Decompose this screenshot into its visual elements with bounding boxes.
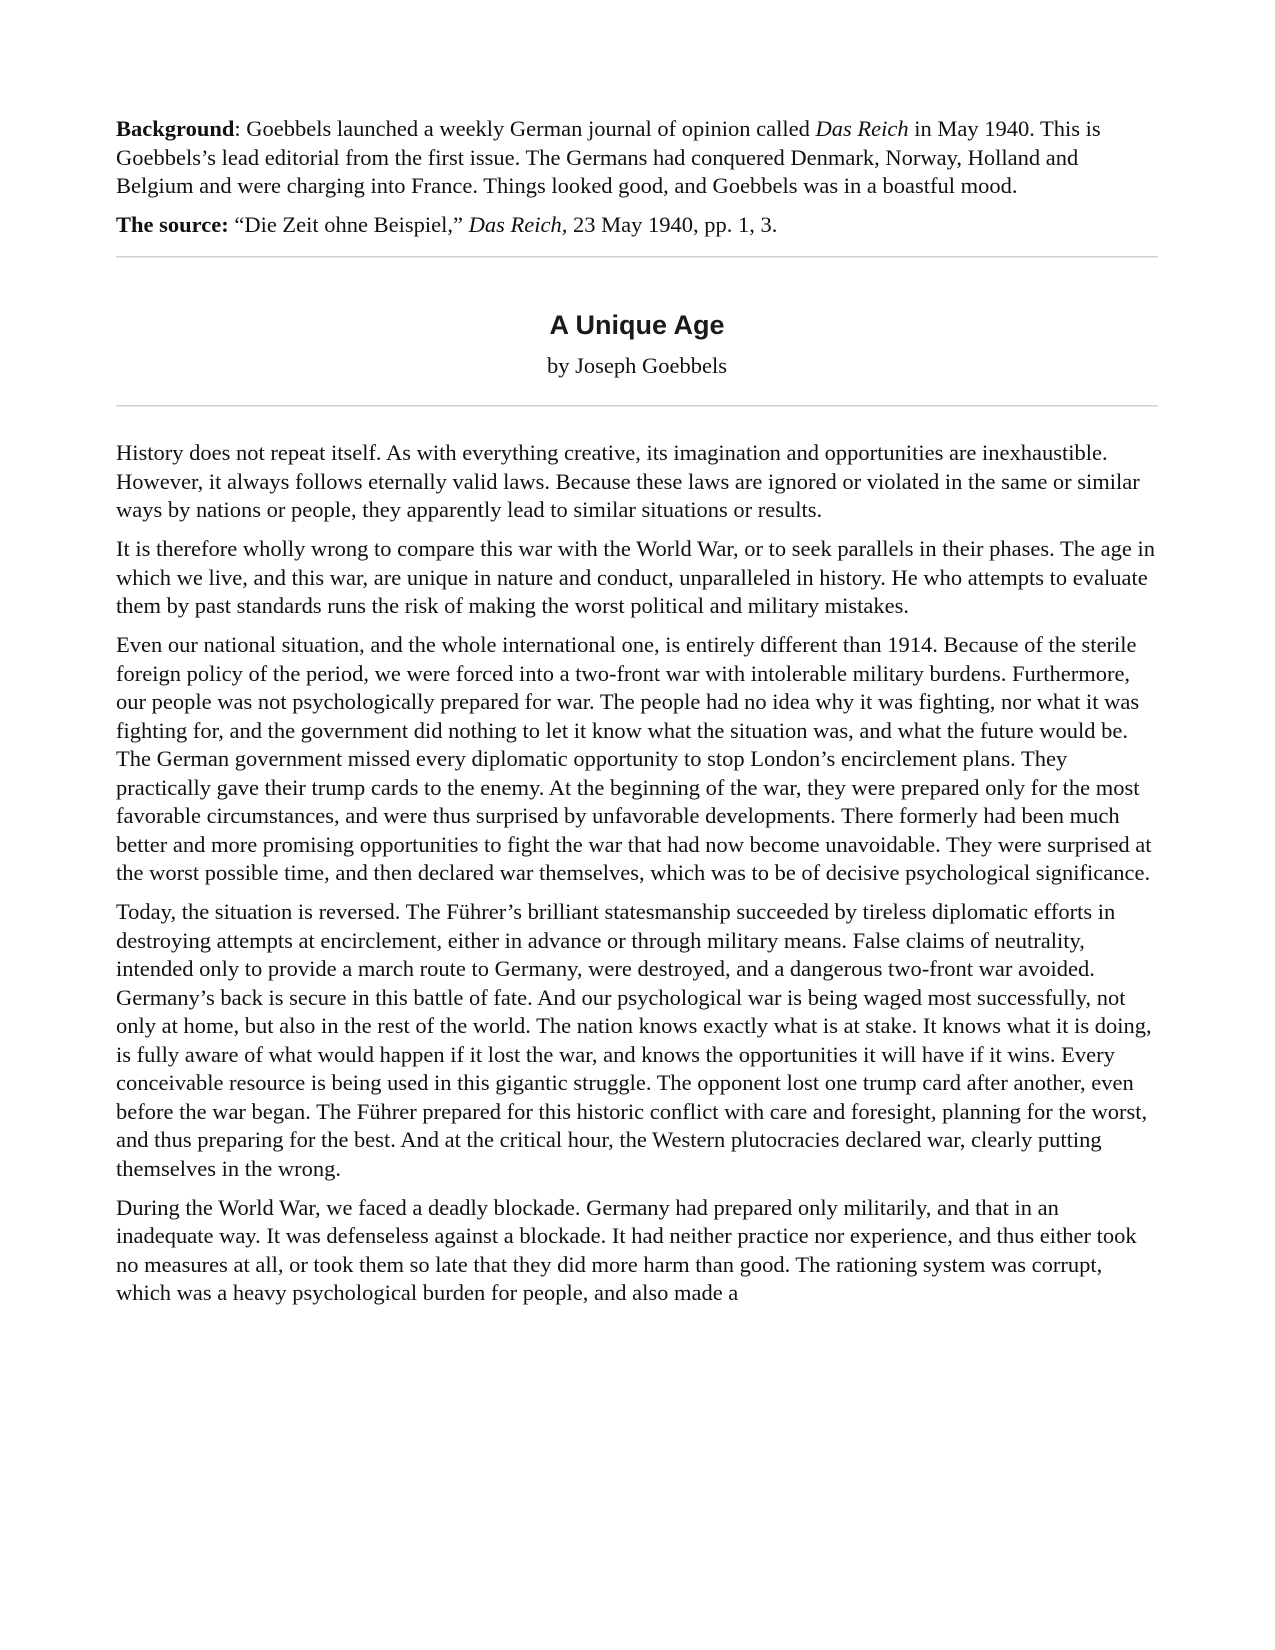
body-paragraph: Today, the situation is reversed. The Führer’s brilliant statesmanship succeeded by tireless diplomatic efforts in destroying attempts at encirclement, either in advance or through military means. False claims of neutrality, intended only to provide a march route to Germany, were destroyed, and a dangerous two-front war avoided. Germany’s back is secure in this battle of fate. And our psychological war is being waged most successfully, not only at home, but also in the rest of the world. The nation knows exactly what is at stake. It knows what it is doing, is fully aware of what would happen if it lost the war, and knows the opportunities it will have if it wins. Every conceivable resource is being used in this gigantic struggle. The opponent lost one trump card after another, even before the war began. The Führer prepared for this historic conflict with care and foresight, planning for the worst, and thus preparing for the best. And at the critical hour, the Western plutocracies declared war, clearly putting themselves in the wrong. [116, 899, 1152, 1181]
source-note [116, 211, 1158, 240]
background-note [116, 115, 1158, 201]
background-journal-title: Das Reich [815, 116, 909, 141]
body-paragraph: During the World War, we faced a deadly blockade. Germany had prepared only militarily, and that in an inadequate way. It was defenseless against a blockade. It had neither practice nor experience, and thus either took no measures at all, or took them so late that they did more harm than good. The rationing system was corrupt, which was a heavy psychological burden for people, and also made a [116, 1194, 1137, 1305]
title-block [116, 258, 1158, 405]
background-label: Background [116, 116, 235, 141]
source-label: The source: [116, 211, 229, 237]
body-paragraph: History does not repeat itself. As with everything creative, its imagination and opportunities are inexhaustible. However, it always follows eternally valid laws. Because these laws are ignored or violated in the same or similar ways by nations or people, they apparently lead to similar situations or results. [116, 440, 1140, 522]
article-byline: by Joseph Goebbels [547, 353, 727, 378]
source-text-start: “Die Zeit ohne Beispiel,” [228, 211, 469, 237]
source-journal-title: Das Reich, [468, 211, 568, 237]
intro-section [116, 115, 1158, 239]
article-body [116, 407, 1158, 1308]
background-separator: : [234, 116, 247, 141]
background-text-end: in May 1940. This is Goebbels’s lead editorial from the first issue. The Germans had conquered Denmark, Norway, Holland and Belgium and were charging into France. Things looked good, and Goebbels was in a boastful mood. [116, 116, 1101, 198]
body-paragraph: Even our national situation, and the whole international one, is entirely different than 1914. Because of the sterile foreign policy of the period, we were forced into a two-front war with intolerable military burdens. Furthermore, our people was not psychologically prepared for war. The people had no idea why it was fighting, nor what it was fighting for, and the government did nothing to let it know what the situation was, and what the future would be. The German government missed every diplomatic opportunity to stop London’s encirclement plans. They practically gave their trump cards to the enemy. At the beginning of the war, they were prepared only for the most favorable circumstances, and were thus surprised by unfavorable developments. There formerly had been much better and more promising opportunities to fight the war that had now become unavoidable. They were surprised at the worst possible time, and then declared war themselves, which was to be of decisive psychological significance. [116, 632, 1152, 885]
source-text-end: 23 May 1940, pp. 1, 3. [567, 211, 778, 237]
body-paragraph: It is therefore wholly wrong to compare this war with the World War, or to seek parallels in their phases. The age in which we live, and this war, are unique in nature and conduct, unparalleled in history. He who attempts to evaluate them by past standards runs the risk of making the worst political and military mistakes. [116, 536, 1155, 618]
article-title: A Unique Age [549, 310, 725, 340]
background-text-start: Goebbels launched a weekly German journal of opinion called [246, 116, 816, 141]
document-page [116, 115, 1158, 1318]
